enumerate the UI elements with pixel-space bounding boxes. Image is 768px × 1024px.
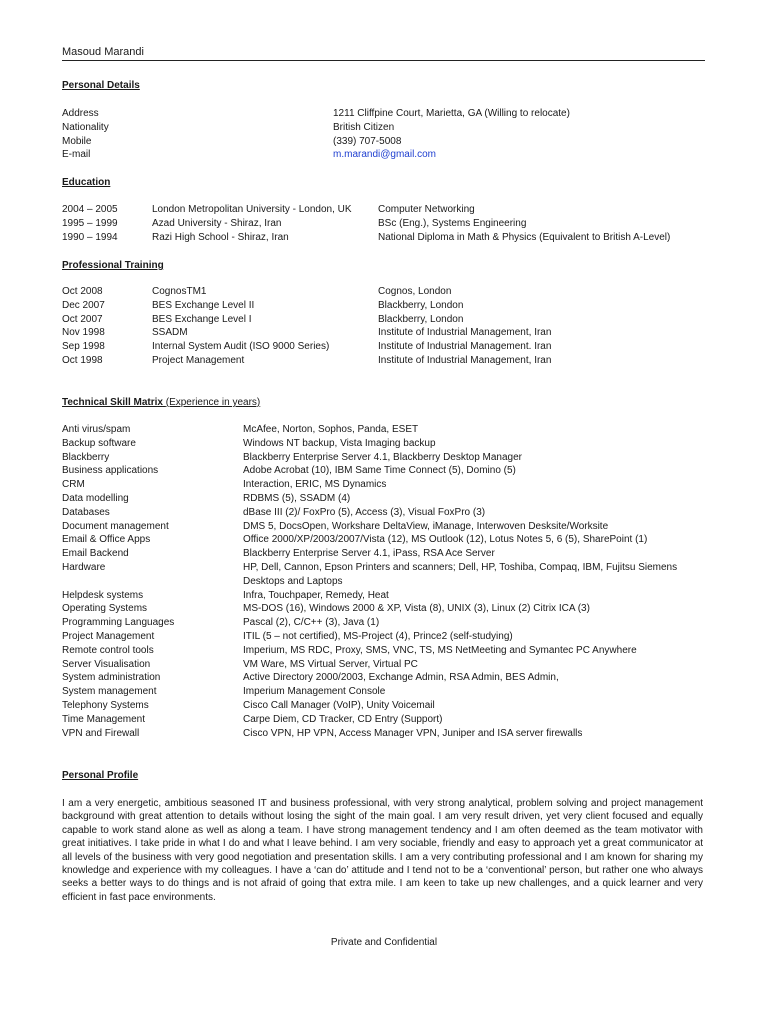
skill-detail: Office 2000/XP/2003/2007/Vista (12), MS Outlook (12), Lotus Notes 5, 6 (5), SharePoint (1) bbox=[243, 534, 648, 546]
training-row bbox=[62, 354, 712, 368]
training-row bbox=[62, 285, 712, 299]
skill-area: Document management bbox=[62, 520, 169, 532]
personal-row bbox=[62, 148, 712, 162]
personal-label: Address bbox=[62, 108, 99, 119]
training-date: Sep 1998 bbox=[62, 341, 105, 353]
training-row bbox=[62, 326, 712, 340]
training-provider: Institute of Industrial Management, Iran bbox=[378, 327, 552, 339]
training-course: Project Management bbox=[152, 354, 245, 366]
skill-detail: HP, Dell, Cannon, Epson Printers and scanners; Dell, HP, Toshiba, Compaq, IBM, Fujitsu Siemens Desktops and Laptops bbox=[243, 561, 678, 587]
skill-row bbox=[62, 561, 712, 589]
skill-row bbox=[62, 451, 712, 465]
skill-detail: Imperium Management Console bbox=[243, 686, 386, 698]
training-course: SSADM bbox=[152, 327, 188, 339]
training-provider: Blackberry, London bbox=[378, 299, 464, 311]
skill-row bbox=[62, 464, 712, 478]
skill-detail: Pascal (2), C/C++ (3), Java (1) bbox=[243, 617, 380, 629]
skill-row bbox=[62, 713, 712, 727]
training-course: Internal System Audit (ISO 9000 Series) bbox=[152, 341, 330, 353]
training-row bbox=[62, 340, 712, 354]
skill-detail: Cisco VPN, HP VPN, Access Manager VPN, Juniper and ISA server firewalls bbox=[243, 727, 583, 739]
training-date: Oct 1998 bbox=[62, 354, 103, 366]
skill-detail: McAfee, Norton, Sophos, Panda, ESET bbox=[243, 424, 419, 435]
training-provider: Blackberry, London bbox=[378, 313, 464, 325]
skill-row bbox=[62, 658, 712, 672]
skill-area: Data modelling bbox=[62, 492, 129, 504]
skill-area: VPN and Firewall bbox=[62, 727, 140, 739]
education-institution: Razi High School - Shiraz, Iran bbox=[152, 231, 289, 243]
education-dates: 2004 – 2005 bbox=[62, 204, 118, 215]
header-divider bbox=[62, 60, 705, 61]
skill-area: Business applications bbox=[62, 465, 159, 477]
skill-row bbox=[62, 506, 712, 520]
skill-area: Email Backend bbox=[62, 548, 129, 560]
skill-row bbox=[62, 437, 712, 451]
footer-confidential: Private and Confidential bbox=[330, 937, 438, 948]
skill-detail: Carpe Diem, CD Tracker, CD Entry (Support) bbox=[243, 713, 443, 725]
skill-detail: dBase III (2)/ FoxPro (5), Access (3), Visual FoxPro (3) bbox=[243, 506, 486, 518]
personal-value: 1211 Cliffpine Court, Marietta, GA (Willing to relocate) bbox=[333, 108, 570, 119]
skill-detail: Adobe Acrobat (10), IBM Same Time Connect (5), Domino (5) bbox=[243, 465, 516, 477]
personal-row bbox=[62, 135, 712, 149]
education-row bbox=[62, 231, 712, 245]
skill-detail: Imperium, MS RDC, Proxy, SMS, VNC, TS, MS NetMeeting and Symantec PC Anywhere bbox=[243, 644, 637, 656]
skills-title: Technical Skill Matrix bbox=[62, 397, 163, 408]
skill-row bbox=[62, 547, 712, 561]
skill-detail: ITIL (5 – not certified), MS-Project (4), Prince2 (self-studying) bbox=[243, 630, 513, 642]
skill-area: Hardware bbox=[62, 561, 106, 573]
skills-list bbox=[62, 423, 712, 740]
profile-text: I am a very energetic, ambitious seasoned IT and business professional, with very strong analytical, problem solving and project management background with great attention to details without losing the sight of the main goal. I am very result driven, yet very client focused and equally capable to work stand alone as well as along a team. I have strong management tendency and I am often deemed as the team motivator with great initiatives. I take pride in what I do and what I leave behind. I am very sociable, friendly and easy to approach yet a great communicator at all levels of the business with very good negotiation and presentation skills. I am a very contributing professional and I am known for sharing my knowledge and experience with my colleagues. I have a ‘can do’ attitude and I tend not to be a ‘conventional’ person, but rather one who always seeks a better ways to do things and is not afraid of going that extra mile. I am keen to take up new challenges, and a quick learner and very efficient in fast pace environments. bbox=[62, 798, 703, 903]
skills-subtitle: (Experience in years) bbox=[165, 397, 261, 408]
training-date: Nov 1998 bbox=[62, 327, 105, 339]
education-heading: Education bbox=[62, 177, 111, 188]
skill-area: CRM bbox=[62, 479, 85, 491]
education-degree: BSc (Eng.), Systems Engineering bbox=[378, 217, 527, 229]
skill-detail: MS-DOS (16), Windows 2000 & XP, Vista (8), UNIX (3), Linux (2) Citrix ICA (3) bbox=[243, 603, 590, 615]
skill-area: Time Management bbox=[62, 713, 145, 725]
skill-area: Databases bbox=[62, 506, 110, 518]
skill-area: Project Management bbox=[62, 630, 155, 642]
email-link[interactable]: m.marandi@gmail.com bbox=[333, 149, 436, 161]
skill-row bbox=[62, 671, 712, 685]
skill-area: Email & Office Apps bbox=[62, 534, 151, 546]
training-provider: Institute of Industrial Management, Iran bbox=[378, 354, 552, 366]
skill-area: Helpdesk systems bbox=[62, 589, 144, 601]
skill-row bbox=[62, 727, 712, 741]
skill-area: Backup software bbox=[62, 437, 136, 449]
education-list bbox=[62, 203, 712, 244]
training-row bbox=[62, 299, 712, 313]
skill-detail: Cisco Call Manager (VoIP), Unity Voicemail bbox=[243, 699, 435, 711]
education-dates: 1990 – 1994 bbox=[62, 231, 118, 243]
skill-detail: DMS 5, DocsOpen, Workshare DeltaView, iManage, Interwoven Desksite/Worksite bbox=[243, 520, 609, 532]
education-degree: Computer Networking bbox=[378, 204, 475, 215]
education-institution: Azad University - Shiraz, Iran bbox=[152, 217, 282, 229]
training-course: BES Exchange Level II bbox=[152, 299, 255, 311]
skill-area: Blackberry bbox=[62, 451, 110, 463]
training-date: Dec 2007 bbox=[62, 299, 105, 311]
skill-detail: RDBMS (5), SSADM (4) bbox=[243, 492, 351, 504]
personal-label: E-mail bbox=[62, 149, 91, 161]
skill-detail: Interaction, ERIC, MS Dynamics bbox=[243, 479, 387, 491]
skill-detail: Blackberry Enterprise Server 4.1, iPass, RSA Ace Server bbox=[243, 548, 495, 560]
skill-area: Telephony Systems bbox=[62, 699, 149, 711]
personal-label: Nationality bbox=[62, 121, 109, 133]
skill-row bbox=[62, 533, 712, 547]
education-row bbox=[62, 217, 712, 231]
header-name: Masoud Marandi bbox=[62, 46, 144, 58]
skill-detail: Infra, Touchpaper, Remedy, Heat bbox=[243, 589, 389, 601]
personal-value: (339) 707-5008 bbox=[333, 135, 402, 147]
skill-area: System management bbox=[62, 686, 157, 698]
skill-detail: Blackberry Enterprise Server 4.1, Blackberry Desktop Manager bbox=[243, 451, 523, 463]
training-course: CognosTM1 bbox=[152, 286, 207, 297]
skill-row bbox=[62, 520, 712, 534]
training-date: Oct 2008 bbox=[62, 286, 103, 297]
training-provider: Cognos, London bbox=[378, 286, 452, 297]
skill-row bbox=[62, 699, 712, 713]
skills-heading bbox=[62, 396, 260, 410]
profile-heading: Personal Profile bbox=[62, 770, 139, 781]
skill-detail: VM Ware, MS Virtual Server, Virtual PC bbox=[243, 658, 418, 670]
education-degree: National Diploma in Math & Physics (Equivalent to British A-Level) bbox=[378, 231, 671, 243]
personal-value: British Citizen bbox=[333, 121, 395, 133]
skill-area: Remote control tools bbox=[62, 644, 154, 656]
skill-row bbox=[62, 602, 712, 616]
education-institution: London Metropolitan University - London, UK bbox=[152, 204, 352, 215]
skill-row bbox=[62, 492, 712, 506]
skill-area: Server Visualisation bbox=[62, 658, 151, 670]
education-dates: 1995 – 1999 bbox=[62, 217, 118, 229]
skill-area: System administration bbox=[62, 672, 161, 684]
skill-row bbox=[62, 423, 712, 437]
training-heading: Professional Training bbox=[62, 260, 164, 271]
training-provider: Institute of Industrial Management. Iran bbox=[378, 341, 552, 353]
personal-label: Mobile bbox=[62, 135, 92, 147]
skill-row bbox=[62, 685, 712, 699]
skill-row bbox=[62, 630, 712, 644]
personal-details-list bbox=[62, 107, 712, 162]
skill-area: Programming Languages bbox=[62, 617, 175, 629]
skill-detail: Active Directory 2000/2003, Exchange Admin, RSA Admin, BES Admin, bbox=[243, 672, 559, 684]
education-row bbox=[62, 203, 712, 217]
skill-detail: Windows NT backup, Vista Imaging backup bbox=[243, 437, 436, 449]
training-row bbox=[62, 313, 712, 327]
skill-row bbox=[62, 589, 712, 603]
skill-row bbox=[62, 616, 712, 630]
training-list bbox=[62, 285, 712, 368]
training-date: Oct 2007 bbox=[62, 313, 103, 325]
skill-area: Operating Systems bbox=[62, 603, 148, 615]
skill-row bbox=[62, 644, 712, 658]
skill-area: Anti virus/spam bbox=[62, 424, 131, 435]
training-course: BES Exchange Level I bbox=[152, 313, 252, 325]
personal-row bbox=[62, 107, 712, 121]
skill-row bbox=[62, 478, 712, 492]
personal-row bbox=[62, 121, 712, 135]
personal-details-heading: Personal Details bbox=[62, 80, 140, 91]
